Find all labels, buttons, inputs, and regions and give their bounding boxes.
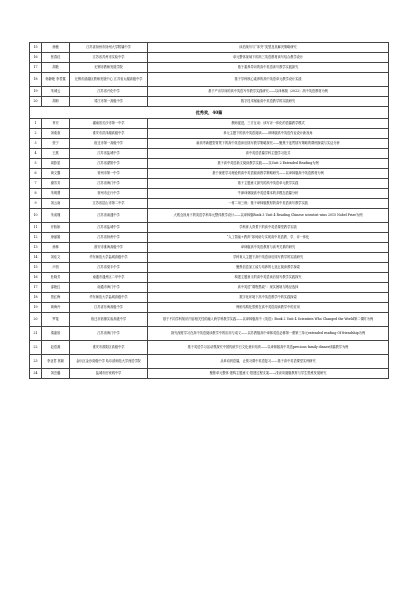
row-number: 3 bbox=[30, 139, 42, 149]
table-row bbox=[30, 87, 389, 97]
table-row bbox=[30, 53, 389, 63]
award-table bbox=[29, 42, 389, 379]
row-number: 21 bbox=[30, 327, 42, 341]
row-number: 23 bbox=[30, 355, 42, 369]
row-number: 16 bbox=[30, 53, 42, 63]
paper-title: 大观念视角下的英语学科单元整体教学设计——以译林版Book 3 Unit 4 Reading Chinese scientist wins 2015 Nobel Prize为例 bbox=[148, 209, 389, 223]
author-name: 黄海丹 bbox=[42, 303, 70, 313]
author-unit: 靖江市第一高级中学 bbox=[70, 97, 148, 107]
paper-title: 牛津译林版高中英语课本的多模态语篇分析 bbox=[148, 189, 389, 199]
author-unit: 江苏省海门中学 bbox=[70, 179, 148, 189]
row-number: 1 bbox=[30, 119, 42, 129]
table-row bbox=[30, 283, 389, 293]
row-number: 5 bbox=[30, 159, 42, 169]
author-name: 张宁 bbox=[42, 139, 70, 149]
author-unit: 江苏省昆山市第二中学 bbox=[70, 199, 148, 209]
author-name: 罗斐 bbox=[42, 313, 70, 327]
row-number: 15 bbox=[30, 43, 42, 53]
author-unit: 南通市海门中学 bbox=[70, 283, 148, 293]
author-name: 秦嘉欣 bbox=[42, 327, 70, 341]
table-row bbox=[30, 369, 389, 379]
row-number: 7 bbox=[30, 179, 42, 189]
table-row bbox=[30, 303, 389, 313]
table-row bbox=[30, 199, 389, 209]
author-unit: 淮安市淮阴区高级中学 bbox=[70, 341, 148, 355]
row-number: 10 bbox=[30, 209, 42, 223]
paper-title: 基于素养导向的高中英语读写教学实践探究 bbox=[148, 63, 389, 73]
paper-title: 高中英语语篇学科主题学习范式 bbox=[148, 149, 389, 159]
row-number: 18 bbox=[30, 73, 42, 87]
table-row bbox=[30, 327, 389, 341]
table-row bbox=[30, 159, 389, 169]
paper-title: 一材二用三练：基于译林版教材的高中英语读写教学实践 bbox=[148, 199, 389, 209]
table-row bbox=[30, 313, 389, 327]
paper-title: 基于产出导向的高中英语写作教学实践研究——以译林版（2022）高中英语教材为例 bbox=[148, 87, 389, 97]
table-row bbox=[30, 223, 389, 233]
table-row bbox=[30, 169, 389, 179]
table-row bbox=[30, 293, 389, 303]
author-name: 朱城云 bbox=[42, 87, 70, 97]
award-list-sheet bbox=[29, 42, 389, 379]
author-name: 肖安 bbox=[42, 119, 70, 129]
author-name: 赵语凝 bbox=[42, 341, 70, 355]
paper-title: 从单词到语篇，让预习课中英语复习——基于高中英语课堂实例研究 bbox=[148, 355, 389, 369]
author-name: 刘云南 bbox=[42, 199, 70, 209]
row-number: 11 bbox=[30, 223, 42, 233]
author-unit: 江苏省苏州市实验中学 bbox=[70, 53, 148, 63]
author-name: 王燕 bbox=[42, 149, 70, 159]
author-unit: 江苏省南通中学 bbox=[70, 209, 148, 223]
table-row bbox=[30, 139, 389, 149]
row-number: 8 bbox=[30, 189, 42, 199]
author-name: 刘佳文 bbox=[42, 253, 70, 263]
table-row bbox=[30, 63, 389, 73]
author-name: 杜晓芳 bbox=[42, 273, 70, 283]
paper-title: 数字化环境下高中英语教学中的实践探索 bbox=[148, 293, 389, 303]
section-header-body bbox=[30, 107, 389, 119]
author-name: 胡莉 bbox=[42, 97, 70, 107]
row-number: 15 bbox=[30, 263, 42, 273]
row-number: 13 bbox=[30, 243, 42, 253]
author-name: 蔡红梅 bbox=[42, 293, 70, 303]
paper-title: 教师促进，三方互动：读写评一体化的语篇教学模式 bbox=[148, 119, 389, 129]
row-number: 4 bbox=[30, 149, 42, 159]
author-name: 李亚君 郭颖 bbox=[42, 355, 70, 369]
author-unit: 常州市第一中学 bbox=[70, 169, 148, 179]
author-unit: 宿迁市第一高级中学 bbox=[70, 139, 148, 149]
paper-title: 读后续写与“冲突”类型及其解决策略研究 bbox=[148, 43, 389, 53]
paper-title: 高中英语“课程思政”：现实困境与路径选择 bbox=[148, 283, 389, 293]
author-name: 卢茵 bbox=[42, 263, 70, 273]
table-row bbox=[30, 341, 389, 355]
table-row bbox=[30, 73, 389, 87]
table-row bbox=[30, 129, 389, 139]
author-unit: 盐城市田家炳中学 bbox=[70, 369, 148, 379]
table-row bbox=[30, 189, 389, 199]
paper-title: 单元主题下的高中英语阅读——译林版高中英语作业设计新视角 bbox=[148, 129, 389, 139]
row-number: 17 bbox=[30, 63, 42, 73]
paper-title: 数字技术赋能高中英语教学的实践研究 bbox=[148, 97, 389, 107]
paper-title: 探究深度学习在高中英语阅读教学中的应用与成义——以苏教版高中译林英语必修第一册第三单元extended reading Of friendship为例 bbox=[148, 327, 389, 341]
paper-title: 构建主题意义的高中英语读后续写教学实践探究 bbox=[148, 273, 389, 283]
author-unit: 江苏省兴化中学 bbox=[70, 87, 148, 97]
author-name: 朱明慧 bbox=[42, 189, 70, 199]
row-number: 17 bbox=[30, 283, 42, 293]
paper-title: 单元整体视域下的高三英语教材读写结合教学设计 bbox=[148, 53, 389, 63]
paper-title: 新高考新题型背景下的高中英语读后续写教学策略探究——聚焦于连贯续写策略的课例探索与实证分析 bbox=[148, 139, 389, 149]
author-unit: 南通市通州区二甲中学 bbox=[70, 273, 148, 283]
author-unit: 无锡市滨湖区教师发展中心 江苏省太湖高级中学 bbox=[70, 73, 148, 87]
author-unit: 江苏省东海高级中学 bbox=[70, 303, 148, 313]
row-number: 19 bbox=[30, 303, 42, 313]
author-unit: 江苏省盐城中学 bbox=[70, 223, 148, 233]
author-name: 杨静艳 李君蕙 bbox=[42, 73, 70, 87]
author-name: 开娇娇 bbox=[42, 223, 70, 233]
table-row bbox=[30, 209, 389, 223]
table-row bbox=[30, 263, 389, 273]
author-unit: 江苏省盐城中学 bbox=[70, 149, 148, 159]
author-name: 谢芳芳 bbox=[42, 179, 70, 189]
author-unit: 江苏省扬州中学 bbox=[70, 233, 148, 243]
table-row bbox=[30, 273, 389, 283]
paper-title: 基于高中英语新文阅读教学实践——以Unit 2 Extended Reading为例 bbox=[148, 159, 389, 169]
paper-title: 基于英语学习活动观探究中国传统节日文化意识培育——以译林版高中英语precious family dinner读篇教学为例 bbox=[148, 341, 389, 355]
author-name: 刘芸璐 bbox=[42, 369, 70, 379]
author-name: 徐丽娟 bbox=[42, 233, 70, 243]
table-row bbox=[30, 355, 389, 369]
table-row bbox=[30, 243, 389, 253]
row-number: 19 bbox=[30, 87, 42, 97]
row-number: 20 bbox=[30, 97, 42, 107]
author-unit: 宿迁市宿豫实验高级中学 bbox=[70, 313, 148, 327]
author-name: 邵艳红 bbox=[42, 283, 70, 293]
author-unit: 江苏省海门中学 bbox=[70, 327, 148, 341]
paper-title: 学科育人主题下高中英语读后续写教学的实践研究 bbox=[148, 253, 389, 263]
author-name: 周影星 bbox=[42, 159, 70, 169]
paper-title: 聚焦单元整体·建构主题意义·搭建过程支架——浅谈凤凰版教材与学生思维发展研究 bbox=[148, 369, 389, 379]
row-number: 22 bbox=[30, 341, 42, 355]
section-header: 优秀奖，40篇 bbox=[30, 107, 389, 119]
author-name: 徐林 bbox=[42, 243, 70, 253]
author-unit: 湖南省长沙市第一中学 bbox=[70, 119, 148, 129]
author-unit: 江苏省梁丰中学 bbox=[70, 263, 148, 273]
table-body-top bbox=[30, 43, 389, 107]
paper-title: 译林版高中英语教材与高考关系的研究 bbox=[148, 243, 389, 253]
table-row bbox=[30, 43, 389, 53]
paper-title: 基于深度学习理论的高中英语阅读教学策略研究——以译林版高中英语教材为例 bbox=[148, 169, 389, 179]
row-number: 18 bbox=[30, 293, 42, 303]
row-number: 2 bbox=[30, 129, 42, 139]
author-name: 黄文馨 bbox=[42, 169, 70, 179]
author-unit: 金坛区金沙高级中学 哈尔滨师范大学西语学院 bbox=[70, 355, 148, 369]
table-row bbox=[30, 97, 389, 107]
author-unit: 江苏省溧阳中学 bbox=[70, 159, 148, 169]
section-header-row bbox=[30, 107, 389, 119]
row-number: 20 bbox=[30, 313, 42, 327]
paper-title: 聚焦信息加工能力培养的七选五阅读教学探索 bbox=[148, 263, 389, 273]
row-number: 14 bbox=[30, 253, 42, 263]
paper-title: “人工智能+教育”如何助力实现高中英语教、学、评一体化 bbox=[148, 233, 389, 243]
paper-title: 例析结构化思维在高中英语阅读教学中的应用 bbox=[148, 303, 389, 313]
row-number: 6 bbox=[30, 169, 42, 179]
row-number: 24 bbox=[30, 369, 42, 379]
author-name: 张春佳 bbox=[42, 53, 70, 63]
author-name: 徐薇 bbox=[42, 43, 70, 53]
author-unit: 江苏省扬州市扬州大学附属中学 bbox=[70, 43, 148, 53]
author-unit: 华东师范大学盐城高级中学 bbox=[70, 253, 148, 263]
table-row bbox=[30, 179, 389, 189]
author-name: 胡艳 bbox=[42, 63, 70, 73]
paper-title: 基于学科核心素养的高中英语单元教学设计实践 bbox=[148, 73, 389, 87]
author-unit: 常州市正行中学 bbox=[70, 189, 148, 199]
paper-title: 基于主题意义探究的高中英语单元教学实践 bbox=[148, 179, 389, 189]
author-unit: 华东师范大学盐城高级中学 bbox=[70, 293, 148, 303]
paper-title: 基于不同学科知识内容相关性的融入跨学科教学实践——以译林版高中《英语》Book 2 Unit 4 Scientists Who Changed the World第二课时为例 bbox=[148, 313, 389, 327]
paper-title: 学科育人背景下的高中英语课堂教学实践 bbox=[148, 223, 389, 233]
author-name: 朱成瑾 bbox=[42, 209, 70, 223]
author-name: 刘欢欢 bbox=[42, 129, 70, 139]
row-number: 9 bbox=[30, 199, 42, 209]
author-unit: 淮安市洪泽湖高级中学 bbox=[70, 129, 148, 139]
table-body-bottom bbox=[30, 119, 389, 379]
row-number: 16 bbox=[30, 273, 42, 283]
row-number: 12 bbox=[30, 233, 42, 243]
table-row bbox=[30, 149, 389, 159]
table-row bbox=[30, 253, 389, 263]
table-row bbox=[30, 233, 389, 243]
author-unit: 淮安市淮海高级中学 bbox=[70, 243, 148, 253]
table-row bbox=[30, 119, 389, 129]
author-unit: 无锡市教师发展学院 bbox=[70, 63, 148, 73]
